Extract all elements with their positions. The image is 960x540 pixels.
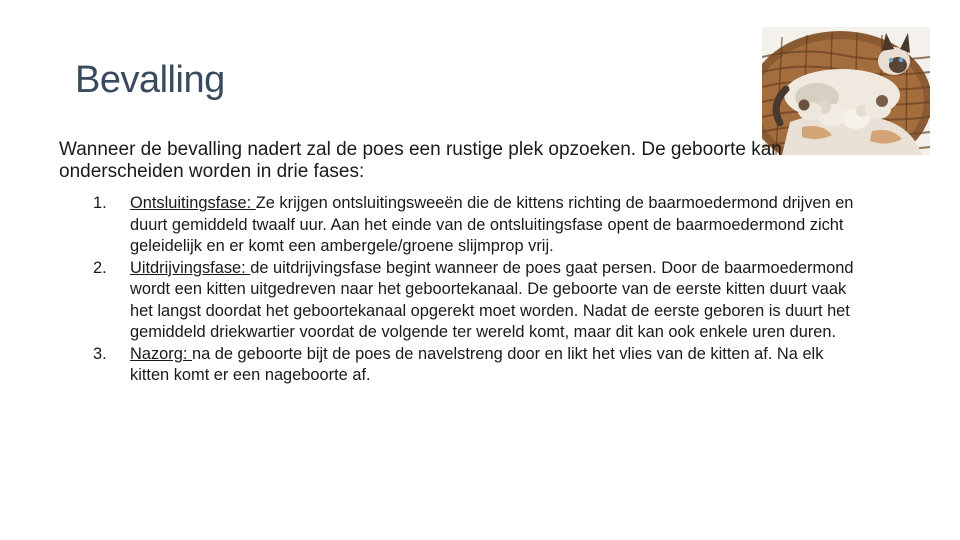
- phase-description: na de geboorte bijt de poes de navelstreng door en likt het vlies van de kitten af. Na elk kitten komt er een nageboorte af.: [130, 344, 824, 384]
- phase-item-uitdrijvingsfase: [93, 258, 863, 344]
- slide-title: Bevalling: [75, 59, 225, 101]
- phase-number: 3.: [93, 344, 107, 363]
- phase-term: Ontsluitingsfase:: [130, 194, 256, 212]
- cat-kittens-photo: [762, 27, 930, 155]
- phase-term: Nazorg:: [130, 344, 192, 363]
- phase-description: de uitdrijvingsfase begint wanneer de poes gaat persen. Door de baarmoedermond wordt een kitten uitgedreven naar het geboortekanaal. De geboorte van de eerste kitten duurt vaak het langst doordat het geboortekanaal opgerekt moet worden. Nadat de eerste geboren is duurt het gemiddeld driekwartier voordat de volgende ter wereld komt, maar dit kan ook enkele uren duren.: [130, 258, 854, 341]
- intro-paragraph: Wanneer de bevalling nadert zal de poes een rustige plek opzoeken. De geboorte kan onderscheiden worden in drie fases:: [59, 139, 782, 182]
- phase-number: 2.: [93, 258, 107, 277]
- phase-term: Uitdrijvingsfase:: [130, 258, 251, 277]
- phase-number: 1.: [93, 194, 107, 212]
- phase-list: [93, 193, 863, 387]
- phase-description: Ze krijgen ontsluitingsweeën die de kittens richting de baarmoedermond drijven en duurt gemiddeld twaalf uur. Aan het einde van de ontsluitingsfase opent de baarmoedermond zicht geleidelijk en er komt een ambergele/groene slijmprop vrij.: [130, 194, 854, 255]
- phase-item-nazorg: [93, 344, 863, 387]
- phase-item-ontsluitingsfase: [93, 193, 863, 258]
